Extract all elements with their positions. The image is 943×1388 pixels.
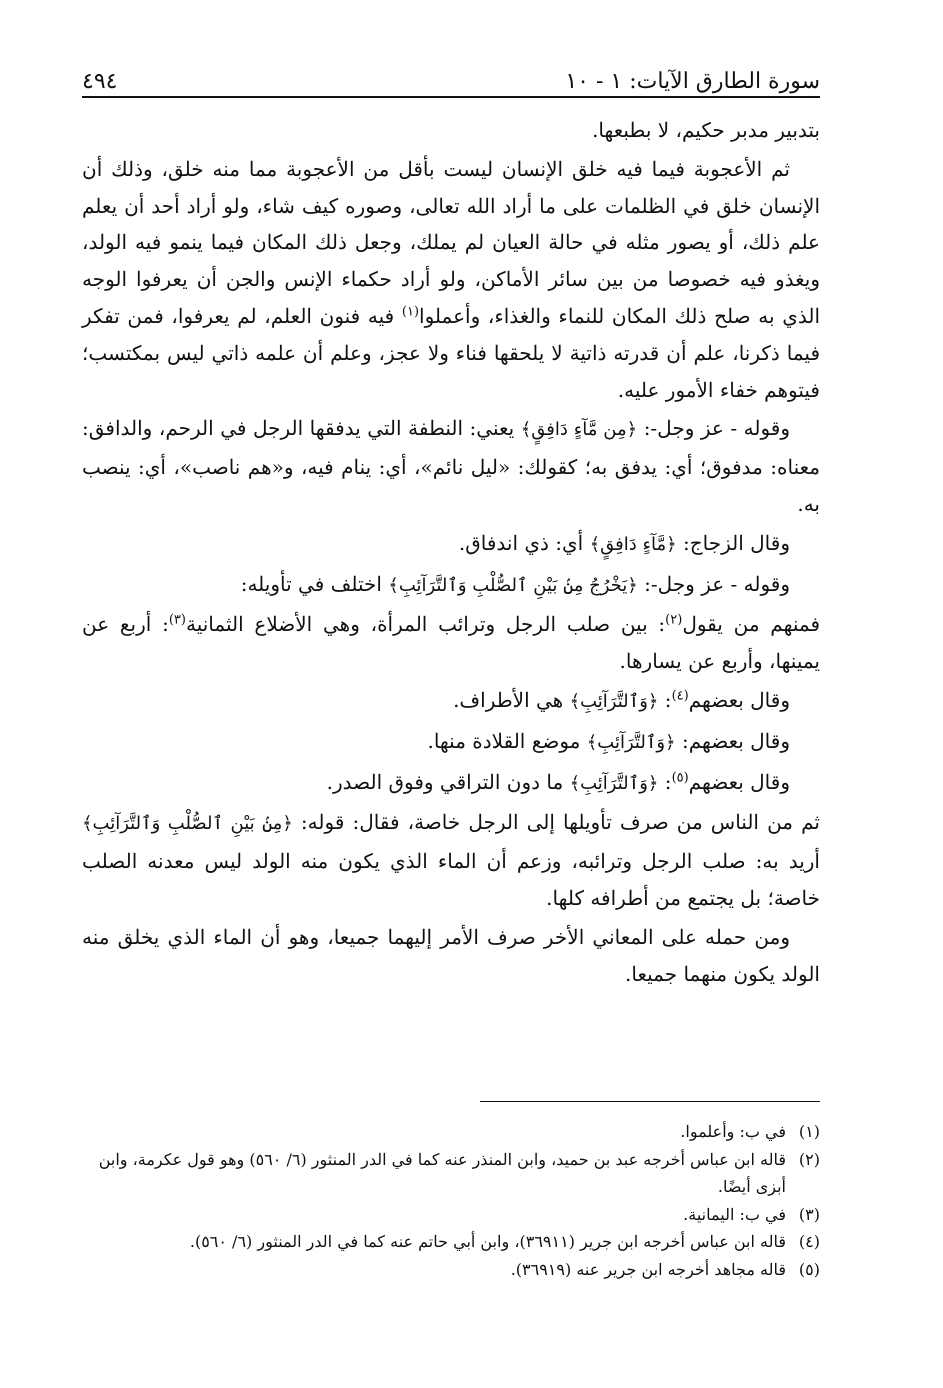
quran-quote: ﴿وَٱلتَّرَآئِبِ﴾ bbox=[569, 772, 659, 794]
text-run: : أربع عن يمينها، وأربع عن يسارها. bbox=[82, 612, 820, 674]
footnote-number: (٣) bbox=[798, 1204, 820, 1224]
paragraph bbox=[82, 723, 820, 762]
paragraph bbox=[82, 764, 820, 803]
quran-quote: ﴿مِنۢ بَيْنِ ٱلصُّلْبِ وَٱلتَّرَآئِبِ﴾ bbox=[82, 813, 293, 835]
paragraph bbox=[82, 112, 820, 149]
paragraph bbox=[82, 606, 820, 680]
footnote bbox=[82, 1256, 820, 1284]
text-run: ومن حمله على المعاني الأخر صرف الأمر إليهما جميعا، وهو أن الماء الذي يخلق منه الولد يكون منهما جميعا. bbox=[82, 924, 820, 986]
paragraph bbox=[82, 566, 820, 605]
footnote-rule bbox=[480, 1101, 820, 1102]
footnote bbox=[82, 1228, 820, 1256]
footnote bbox=[82, 1146, 820, 1201]
footnote-ref[interactable]: (٥) bbox=[671, 769, 689, 785]
footnote-number: (٤) bbox=[798, 1232, 820, 1251]
footnote-number: (٥) bbox=[798, 1259, 820, 1279]
paragraph bbox=[82, 151, 820, 409]
text-run: هي الأطراف. bbox=[453, 687, 570, 712]
text-run: وقوله - عز وجل-: bbox=[637, 416, 791, 441]
footnote-text: في ب: وأعلموا. bbox=[680, 1122, 786, 1141]
quran-quote: ﴿وَٱلتَّرَآئِبِ﴾ bbox=[586, 731, 676, 753]
text-run: وقوله - عز وجل-: bbox=[637, 571, 790, 596]
footnote-text: قاله ابن عباس أخرجه عبد بن حميد، وابن المنذر عنه كما في الدر المنثور (٦/ ٥٦٠) وهو قول عكرمة، وابن أبزى أيضًا. bbox=[98, 1149, 786, 1196]
footnote-text: في ب: اليمانية. bbox=[683, 1204, 786, 1224]
text-run: وقال الزجاج: bbox=[676, 530, 790, 555]
footnote bbox=[82, 1118, 820, 1146]
main-text bbox=[82, 112, 820, 994]
text-run: فمنهم من يقول bbox=[682, 612, 820, 637]
text-run: : بين صلب الرجل وترائب المرأة، وهي الأضلاع الثمانية bbox=[185, 612, 666, 637]
text-run: فيه فنون العلم، لم يعرفوا، فمن تفكر فيما ذكرنا، علم أن قدرته ذاتية لا يلحقها فناء ولا عجز، وعلم أن علمه ذاتي ليس بمكتسب؛ فيتوهم خفاء الأمور عليه. bbox=[82, 303, 820, 402]
page-number: ٤٩٤ bbox=[82, 69, 118, 94]
text-run: يعني: النطفة التي يدفقها الرجل في الرحم، والدافق: معناه: مدفوق؛ أي: يدفق به؛ كقولك: «ليل نائم»، أي: ينام فيه، و«هم ناصب»، أي: ينصب به. bbox=[82, 416, 820, 516]
footnote-text: قاله ابن عباس أخرجه ابن جرير (٣٦٩١١)، وابن أبي حاتم عنه كما في الدر المنثور (٦/ ٥٦٠). bbox=[189, 1232, 786, 1251]
footnote bbox=[82, 1201, 820, 1229]
quran-quote: ﴿وَٱلتَّرَآئِبِ﴾ bbox=[569, 690, 659, 712]
footnote-ref[interactable]: (٤) bbox=[671, 688, 689, 704]
header-rule bbox=[82, 96, 820, 98]
text-run: ثم الأعجوبة فيما فيه خلق الإنسان ليست بأقل من الأعجوبة مما منه خلق، وذلك أن الإنسان خلق في الظلمات على ما أراد الله تعالى، وصوره كيف شاء، ولو أراد أحد أن يعلم علم ذلك، أو يصور مثله في حالة العيان لم يملك، وجعل ذلك المكان فيما ينمو فيه الولد، ويغذو فيه خصوصا من بين سائر الأماكن، ولو أراد حكماء الإنس والجن أن يعرفوا الوجه الذي به صلح ذلك المكان للنماء والغذاء، وأعملوا bbox=[82, 156, 820, 328]
text-run: اختلف في تأويله: bbox=[240, 571, 389, 596]
footnote-ref[interactable]: (٢) bbox=[665, 612, 683, 628]
paragraph bbox=[82, 525, 820, 564]
text-run: موضع القلادة منها. bbox=[427, 728, 587, 753]
page-header bbox=[82, 58, 820, 94]
paragraph bbox=[82, 804, 820, 916]
text-run: وقال بعضهم bbox=[688, 769, 790, 794]
text-run: : bbox=[658, 687, 672, 712]
text-run: بتدبير مدبر حكيم، لا بطبعها. bbox=[592, 118, 820, 142]
text-run: أريد به: صلب الرجل وترائبه، وزعم أن الماء الذي يكون منه الولد ليس معدنه الصلب خاصة؛ بل يجتمع من أطرافه كلها. bbox=[82, 849, 820, 910]
quran-quote: ﴿يَخْرُجُ مِنۢ بَيْنِ ٱلصُّلْبِ وَٱلتَّرَآئِبِ﴾ bbox=[388, 574, 638, 596]
text-run: وقال بعضهم: bbox=[675, 728, 790, 753]
text-run: أي: ذي اندفاق. bbox=[458, 530, 590, 555]
footnote-ref[interactable]: (٣) bbox=[168, 612, 186, 628]
footnote-ref[interactable]: (١) bbox=[401, 304, 420, 320]
paragraph bbox=[82, 682, 820, 721]
footnote-text: قاله مجاهد أخرجه ابن جرير عنه (٣٦٩١٩). bbox=[510, 1259, 786, 1279]
quran-quote: ﴿مِن مَّآءٍ دَافِقٍ﴾ bbox=[520, 419, 638, 441]
text-run: : bbox=[658, 769, 672, 794]
text-run: ما دون التراقي وفوق الصدر. bbox=[326, 769, 570, 794]
paragraph bbox=[82, 919, 820, 993]
quran-quote: ﴿مَّآءٍ دَافِقٍ﴾ bbox=[589, 533, 677, 555]
footnote-number: (٢) bbox=[798, 1149, 820, 1169]
footnotes bbox=[82, 1118, 820, 1283]
footnote-number: (١) bbox=[798, 1122, 820, 1141]
running-title: سورة الطارق الآيات: ١ - ١٠ bbox=[565, 69, 820, 94]
text-run: ثم من الناس من صرف تأويلها إلى الرجل خاصة، فقال: قوله: bbox=[292, 810, 820, 835]
paragraph bbox=[82, 410, 820, 522]
text-run: وقال بعضهم bbox=[688, 687, 790, 712]
